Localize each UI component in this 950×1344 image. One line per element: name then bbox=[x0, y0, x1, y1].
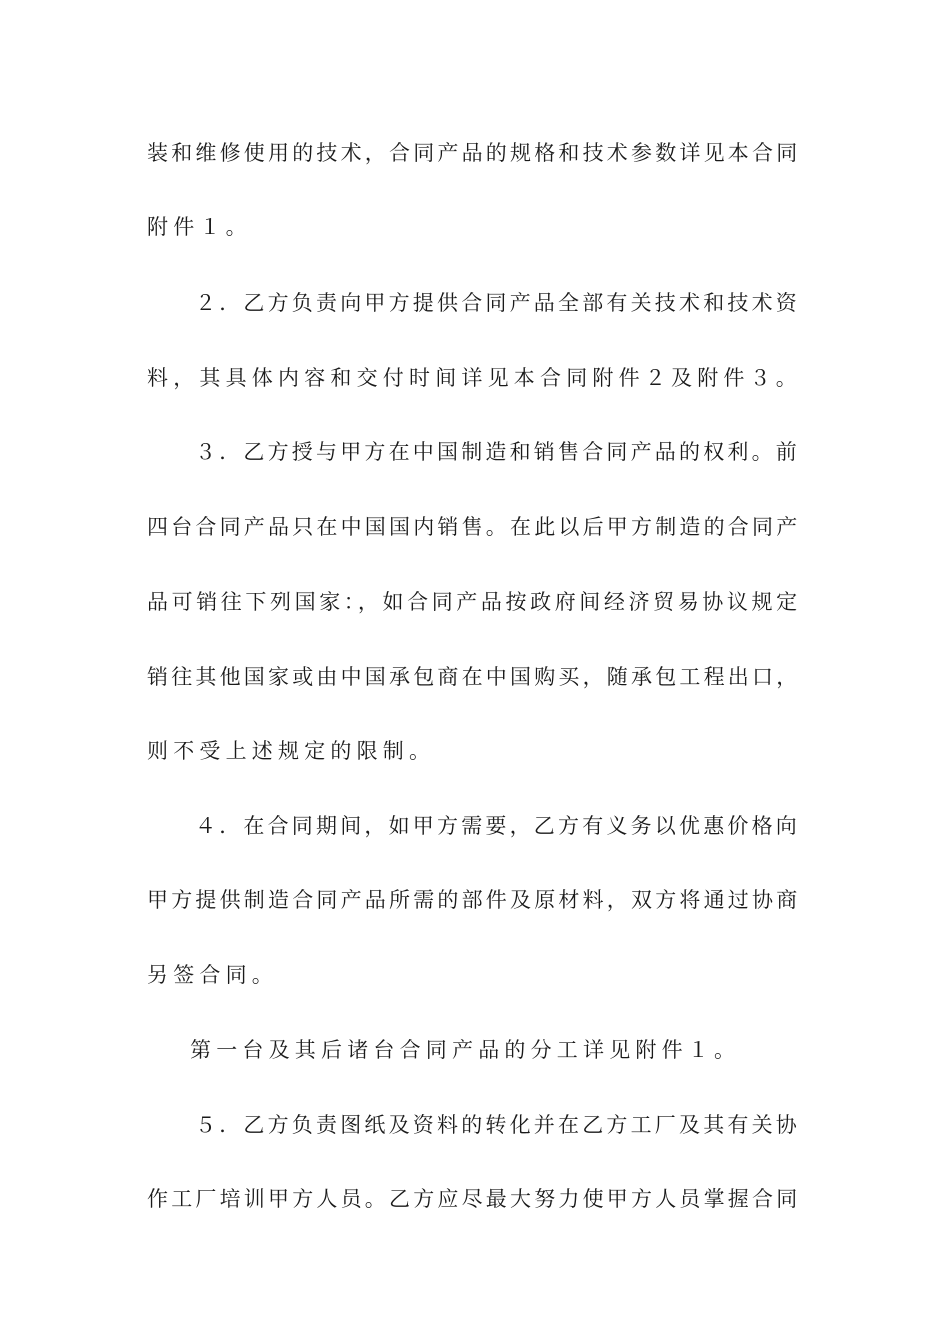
paragraph-4-line-3: 另签合同。 bbox=[147, 963, 278, 987]
paragraph-3-line-5: 则不受上述规定的限制。 bbox=[147, 739, 436, 763]
paragraph-3-line-4: 销往其他国家或由中国承包商在中国购买，随承包工程出口， bbox=[147, 665, 801, 689]
paragraph-5-line-1: ５．乙方负责图纸及资料的转化并在乙方工厂及其有关协 bbox=[195, 1113, 800, 1137]
paragraph-2-line-1: ２．乙方负责向甲方提供合同产品全部有关技术和技术资 bbox=[195, 291, 800, 315]
paragraph-2-line-2: 料，其具体内容和交付时间详见本合同附件２及附件３。 bbox=[147, 366, 802, 390]
paragraph-3-line-3: 品可销往下列国家：，如合同产品按政府间经济贸易协议规定 bbox=[147, 590, 801, 614]
text-line-2: 附件１。 bbox=[147, 215, 252, 239]
text-line-1: 装和维修使用的技术，合同产品的规格和技术参数详见本合同 bbox=[147, 141, 801, 165]
paragraph-4-line-2: 甲方提供制造合同产品所需的部件及原材料，双方将通过协商 bbox=[147, 888, 801, 912]
paragraph-3-line-1: ３．乙方授与甲方在中国制造和销售合同产品的权利。前 bbox=[195, 440, 800, 464]
paragraph-5-line-2: 作工厂培训甲方人员。乙方应尽最大努力使甲方人员掌握合同 bbox=[147, 1187, 801, 1211]
paragraph-division-note: 第一台及其后诸台合同产品的分工详见附件１。 bbox=[190, 1038, 741, 1062]
paragraph-3-line-2: 四台合同产品只在中国国内销售。在此以后甲方制造的合同产 bbox=[147, 515, 801, 539]
paragraph-4-line-1: ４．在合同期间，如甲方需要，乙方有义务以优惠价格向 bbox=[195, 814, 800, 838]
